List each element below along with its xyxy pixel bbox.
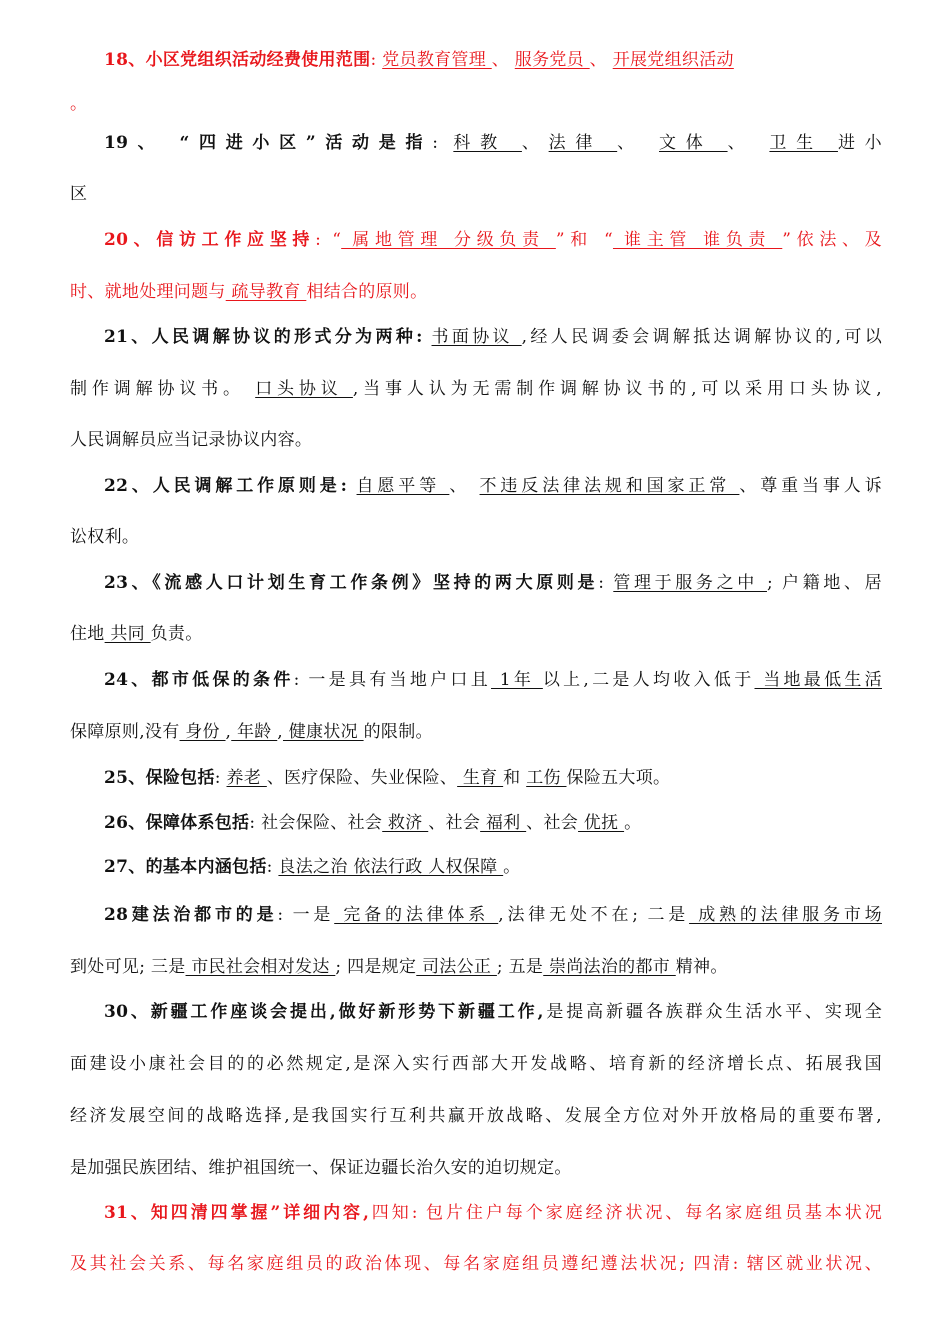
q18-colon: : (370, 50, 377, 70)
q26-line1 (104, 811, 882, 835)
q28-l2-tail: 精神。 (675, 957, 728, 977)
q27-end: 。 (503, 857, 521, 877)
q20-l2-tail: 相结合的原则。 (306, 282, 428, 302)
q26-text1: : 社会保险、社会 (249, 813, 383, 833)
q21-blank1: 书面协议 (431, 327, 522, 347)
q30-lead: 新疆工作座谈会提出,做好新形势下新疆工作, (150, 1002, 544, 1022)
q23-l2-pre: 住地 (70, 624, 105, 644)
q25-tail: 保险五大项。 (566, 768, 671, 788)
q28-l2-blank1: 市民社会相对发达 (185, 957, 336, 977)
q26-text3: 、社会 (526, 813, 579, 833)
q28-text1: : 一是 (277, 905, 335, 925)
q28-blank2: 成熟的法律服务市场 (689, 905, 882, 925)
q22-l2: 讼权利。 (70, 527, 140, 547)
q19-sep3: 、 (727, 133, 755, 153)
q30-l2: 面建设小康社会目的的必然规定,是深入实行西部大开发战略、培育新的经济增长点、拓展我国 (70, 1054, 882, 1074)
q24-line1 (104, 668, 882, 692)
q24-blank2: 当地最低生活 (754, 670, 882, 690)
q28-line2 (70, 955, 882, 979)
q19-line1 (104, 131, 882, 155)
q20-l2-pre: 时、就地处理问题与 (70, 282, 226, 302)
q30-l4: 是加强民族团结、维护祖国统一、保证边疆长治久安的迫切规定。 (70, 1158, 572, 1178)
q24-blank1: 1年 (491, 670, 543, 690)
q21-line3 (70, 428, 882, 452)
q26-end: 。 (624, 813, 642, 833)
q26-text2: 、社会 (428, 813, 481, 833)
q20-blank1: 属地管理 分级负责 (341, 230, 556, 250)
q19-end: 区 (70, 184, 88, 204)
q27-line1 (104, 855, 882, 879)
q21-line1 (104, 325, 882, 349)
q23-colon: : (598, 573, 605, 593)
q27-lead: 的基本内涵包括 (145, 857, 267, 877)
q24-l2-blank1: 身份 (179, 722, 226, 742)
q20-line2 (70, 280, 882, 304)
q23-number: 23、 (104, 573, 153, 593)
q19-blank3: 文体 (659, 133, 728, 153)
q23-lead: 《流感人口计划生育工作条例》坚持的两大原则是 (152, 573, 599, 593)
q28-line1 (104, 903, 882, 927)
q19-sep1: 、 (521, 133, 549, 153)
q24-text1: : 一是具有当地户口且 (293, 670, 492, 690)
q19-blank4: 卫生 (769, 133, 838, 153)
q30-l3: 经济发展空间的战略选择,是我国实行互利共赢开放战略、发展全方位对外开放格局的重要布署, (70, 1106, 882, 1126)
q30-line4 (70, 1156, 882, 1180)
q28-blank1: 完备的法律体系 (334, 905, 499, 925)
q22-tail: 、尊重当事人诉 (739, 476, 882, 496)
q26-lead: 保障体系包括 (145, 813, 250, 833)
q31-tail: 四知: 包片住户每个家庭经济状况、每名家庭组员基本状况 (369, 1203, 883, 1223)
q25-number: 25、 (104, 768, 146, 788)
q28-l2-blank3: 崇尚法治的都市 (543, 957, 676, 977)
q28-l2-t2: ; 五是 (496, 957, 544, 977)
q19-line2 (70, 182, 882, 206)
q20-number: 20、 (104, 230, 157, 250)
q24-l2-blank3: 健康状况 (282, 722, 364, 742)
q30-line2 (70, 1052, 882, 1076)
q19-blank1: 科教 (453, 133, 522, 153)
q31-line1 (104, 1201, 882, 1225)
q20-colon: : (315, 230, 322, 250)
q20-tail: ”依法、及 (782, 230, 882, 250)
q18-blank3: 开展党组织活动 (612, 50, 734, 70)
q20-line1 (104, 228, 882, 252)
q19-tail: 进小 (837, 133, 882, 153)
q28-text2: ,法律无处不在; 二是 (498, 905, 690, 925)
q19-number: 19、 (104, 133, 165, 153)
q18-blank2: 服务党员 (514, 50, 590, 70)
q20-blank2: 谁主管 谁负责 (612, 230, 783, 250)
q18-number: 18、 (104, 50, 146, 70)
q24-line2 (70, 720, 882, 744)
q20-mid: ”和 “ (555, 230, 613, 250)
q26-blank2: 福利 (480, 813, 527, 833)
q22-number: 22、 (104, 476, 153, 496)
q21-l2-pre: 制作调解协议书。 (70, 379, 245, 399)
q31-l2: 及其社会关系、每名家庭组员的政治体现、每名家庭组员遵纪遵法状况; 四清: 辖区就业状况、 (70, 1254, 882, 1274)
q24-l2-tail: 的限制。 (363, 722, 433, 742)
q22-blank2: 不违反法律法规和国家正常 (479, 476, 740, 496)
q25-text3: 和 (503, 768, 521, 788)
q27-colon: : (266, 857, 273, 877)
q22-blank1: 自愿平等 (356, 476, 450, 496)
q20-l2-blank: 疏导教育 (225, 282, 307, 302)
q21-lead: 人民调解协议的形式分为两种: (151, 327, 423, 347)
q18-lead: 小区党组织活动经费使用范围 (145, 50, 371, 70)
q26-blank3: 优抚 (578, 813, 625, 833)
q25-text2: 、医疗保险、失业保险、 (266, 768, 458, 788)
q23-l2-tail: 负责。 (150, 624, 203, 644)
q18-end: 。 (70, 94, 88, 114)
q26-blank1: 救济 (382, 813, 429, 833)
q18-sep2: 、 (589, 50, 607, 70)
q31-number: 31、 (104, 1203, 151, 1223)
q24-lead: 都市低保的条件 (151, 670, 294, 690)
q21-line2 (70, 377, 882, 401)
q25-blank2: 生育 (457, 768, 504, 788)
q21-number: 21、 (104, 327, 152, 347)
q28-l2-t1: ; 四是规定 (335, 957, 417, 977)
q22-sep1: 、 (449, 476, 471, 496)
q19-sep2: 、 (617, 133, 644, 153)
q27-blank1: 良法之治 依法行政 人权保障 (278, 857, 504, 877)
q28-lead: 建法治都市的是 (128, 905, 278, 925)
q24-l2-sep1: , (225, 722, 232, 742)
q28-l2-pre: 到处可见; 三是 (70, 957, 186, 977)
q25-blank1: 养老 (226, 768, 267, 788)
q21-l3: 人民调解员应当记录协议内容。 (70, 430, 313, 450)
q18-blank1: 党员教育管理 (382, 50, 492, 70)
q25-text1: : (214, 768, 221, 788)
q30-tail: 是提高新疆各族群众生活水平、实现全 (543, 1002, 882, 1022)
q19-lead: “四进小区”活动是指 (179, 133, 433, 153)
q28-number: 28 (104, 905, 129, 925)
q21-l2-tail: ,当事人认为无需制作调解协议书的,可以采用口头协议, (352, 379, 882, 399)
q20-quote-open: “ (332, 230, 342, 250)
q21-l2-blank: 口头协议 (255, 379, 353, 399)
q23-line1 (104, 571, 882, 595)
q18-sep1: 、 (491, 50, 510, 70)
q30-number: 30、 (104, 1002, 151, 1022)
q18-line1 (104, 48, 882, 72)
q22-line2 (70, 525, 882, 549)
q23-tail: ; 户籍地、居 (766, 573, 882, 593)
q24-number: 24、 (104, 670, 152, 690)
q23-blank1: 管理于服务之中 (613, 573, 767, 593)
q21-tail1: ,经人民调委会调解抵达调解协议的,可以 (521, 327, 882, 347)
q25-lead: 保险包括 (145, 768, 215, 788)
q18-line2 (70, 92, 882, 116)
q19-colon: : (432, 133, 439, 153)
q19-blank2: 法律 (548, 133, 618, 153)
q26-number: 26、 (104, 813, 146, 833)
q24-text2: 以上,二是人均收入低于 (542, 670, 755, 690)
q24-l2-sep2: , (277, 722, 283, 742)
q23-line2 (70, 622, 882, 646)
q27-number: 27、 (104, 857, 146, 877)
q24-l2-blank2: 年龄 (231, 722, 278, 742)
q31-line2 (70, 1252, 882, 1276)
q22-line1 (104, 474, 882, 498)
q30-line3 (70, 1104, 882, 1128)
q22-lead: 人民调解工作原则是: (152, 476, 348, 496)
q20-lead: 信访工作应坚持 (156, 230, 316, 250)
q25-line1 (104, 766, 882, 790)
q31-lead: 知四清四掌握”详细内容, (150, 1203, 370, 1223)
q24-l2-pre: 保障原则,没有 (70, 722, 180, 742)
q25-blank3: 工伤 (526, 768, 567, 788)
q30-line1 (104, 1000, 882, 1024)
q23-l2-blank: 共同 (104, 624, 151, 644)
q28-l2-blank2: 司法公正 (416, 957, 497, 977)
